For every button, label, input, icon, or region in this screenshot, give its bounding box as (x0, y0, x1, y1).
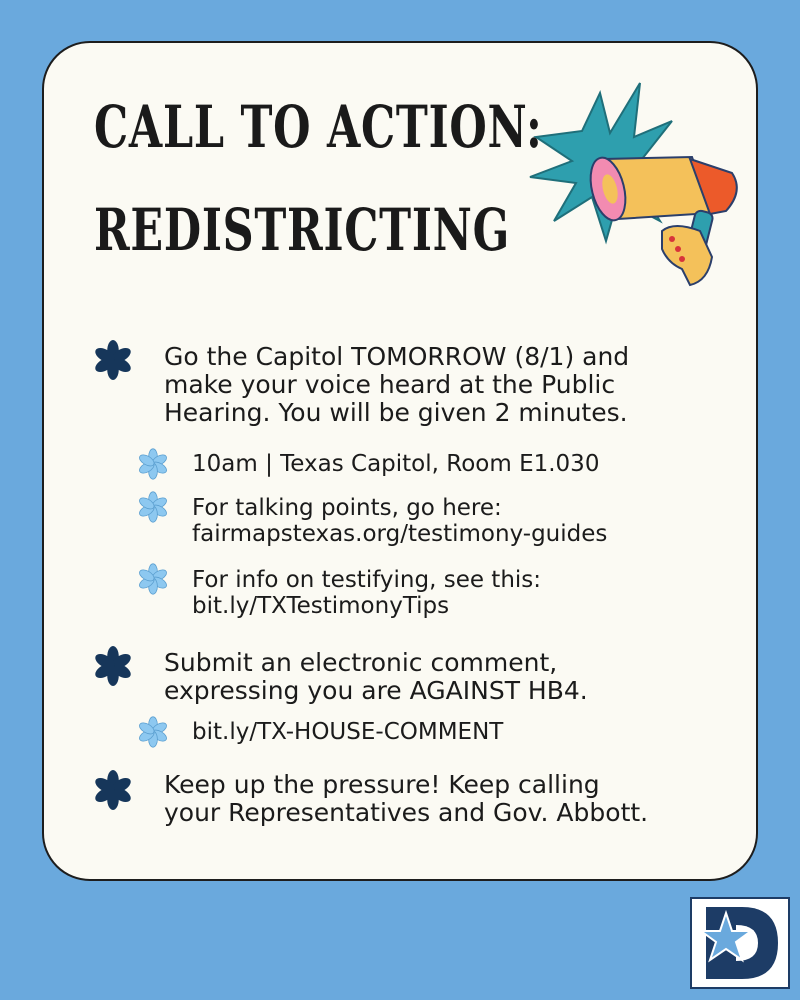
subitem-testifying-info: For info on testifying, see this: bit.ly/TXTestimonyTips (192, 567, 542, 619)
testimony-tips-link[interactable]: bit.ly/TXTestimonyTips (192, 593, 450, 619)
title-line-2: REDISTRICTING (94, 196, 511, 264)
action-item-pressure: Keep up the pressure! Keep calling your Representatives and Gov. Abbott. (164, 770, 649, 827)
subbullet-asterisk-icon (137, 448, 169, 480)
subbullet-asterisk-icon (137, 563, 169, 595)
subbullet-asterisk-icon (137, 716, 169, 748)
talking-points-link[interactable]: fairmapstexas.org/testimony-guides (192, 521, 608, 547)
bullet-asterisk-icon (92, 769, 134, 811)
subitem-time-location: 10am | Texas Capitol, Room E1.030 (192, 451, 600, 477)
bullet-asterisk-icon (92, 645, 134, 687)
subbullet-asterisk-icon (137, 491, 169, 523)
subitem-comment-link (192, 719, 503, 745)
title-line-1: CALL TO ACTION: (94, 93, 543, 161)
house-comment-link[interactable]: bit.ly/TX-HOUSE-COMMENT (192, 719, 504, 745)
bullet-asterisk-icon (92, 339, 134, 381)
subitem-talking-points: For talking points, go here: fairmapstexas.org/testimony-guides (192, 495, 608, 547)
megaphone-icon (522, 81, 772, 291)
star-d-logo (690, 897, 790, 989)
action-item-capitol: Go the Capitol TOMORROW (8/1) and make your voice heard at the Public Hearing. You will be given 2 minutes. (164, 342, 630, 427)
action-item-comment: Submit an electronic comment, expressing you are AGAINST HB4. (164, 648, 588, 705)
call-to-action-card (42, 41, 758, 881)
